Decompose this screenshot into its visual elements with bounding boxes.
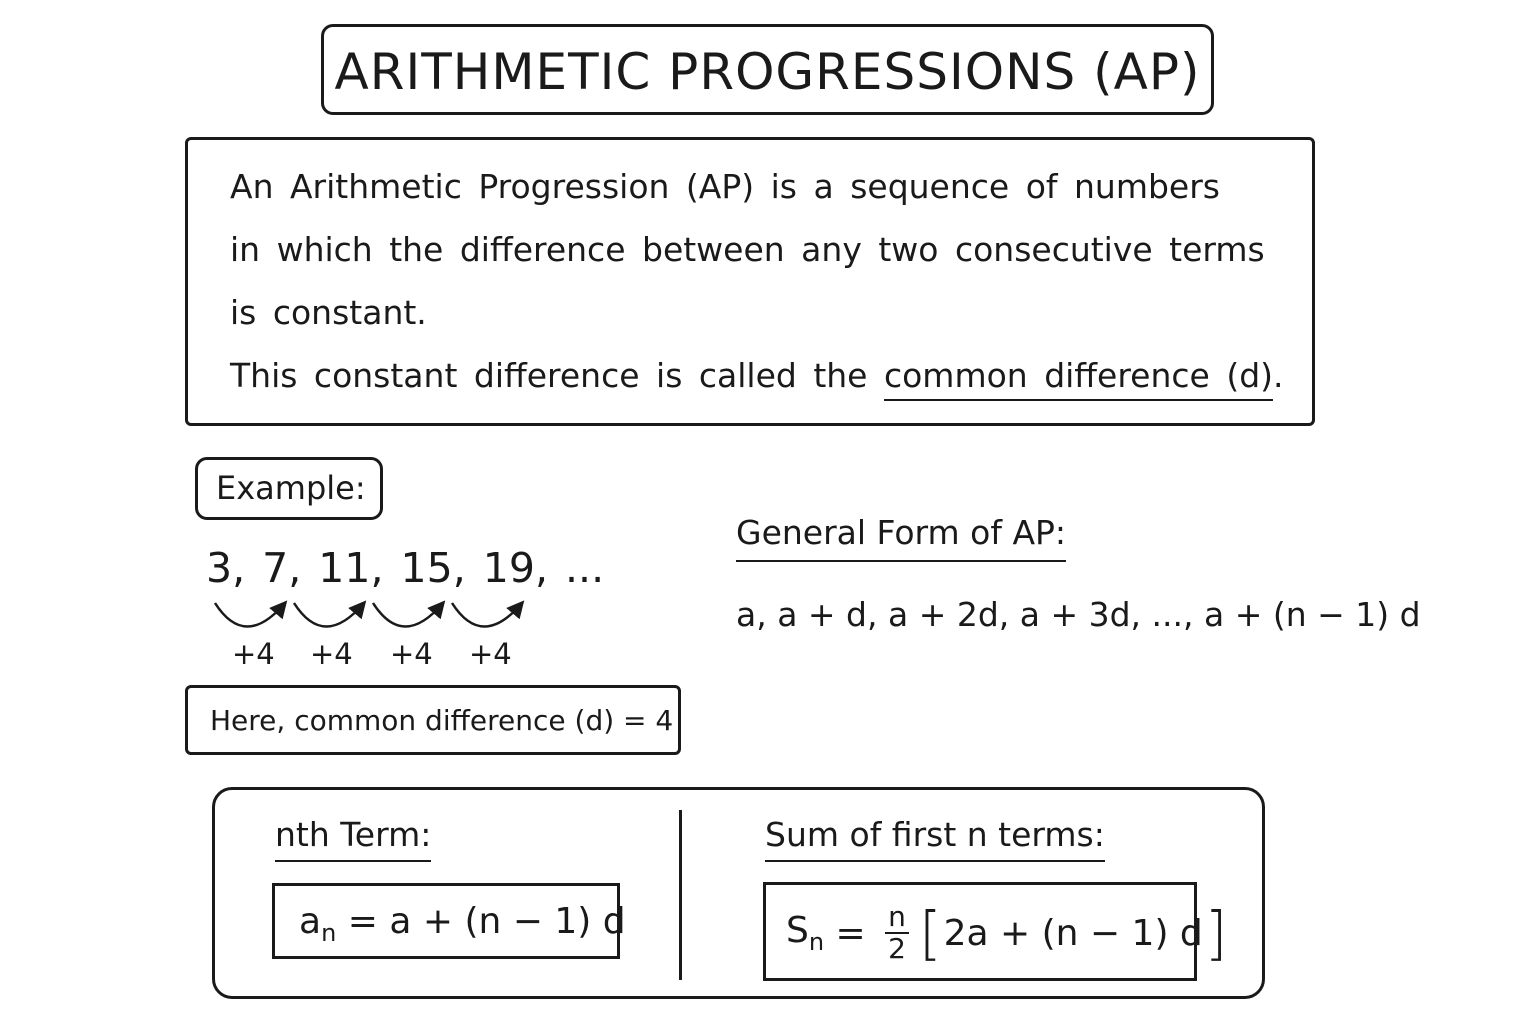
arrow-2 xyxy=(294,603,364,627)
sum-formula xyxy=(786,901,1229,965)
definition-line-4-suffix: . xyxy=(1273,356,1284,395)
example-label: Example: xyxy=(216,469,366,507)
fraction-numerator: n xyxy=(885,902,909,934)
formula-divider xyxy=(679,810,682,980)
sum-fraction xyxy=(885,902,909,964)
arrow-1 xyxy=(215,603,285,627)
example-sequence: 3, 7, 11, 15, 19, ... xyxy=(206,544,605,592)
definition-line-4 xyxy=(230,356,1284,396)
definition-line-4-prefix: This constant difference is called the xyxy=(230,356,884,395)
fraction-denominator: 2 xyxy=(888,932,906,965)
step-label: +4 xyxy=(469,637,512,671)
definition-line-2: in which the difference between any two consecutive terms xyxy=(230,230,1265,269)
open-bracket: [ xyxy=(918,899,942,967)
common-difference-term: common difference (d) xyxy=(884,356,1273,401)
sum-formula-box xyxy=(763,882,1228,981)
arrow-3 xyxy=(373,603,443,627)
nth-term-lhs: a xyxy=(299,901,322,942)
close-bracket: ] xyxy=(1204,899,1228,967)
nth-term-formula-box xyxy=(272,883,626,959)
common-difference-note-box xyxy=(185,685,681,755)
nth-term-rhs: = a + (n − 1) d xyxy=(336,901,626,942)
sum-subscript: n xyxy=(808,928,825,956)
sum-heading: Sum of first n terms: xyxy=(765,814,1105,862)
common-difference-note: Here, common difference (d) = 4 xyxy=(210,704,674,737)
sum-lhs-base: S xyxy=(786,910,809,951)
definition-line-1: An Arithmetic Progression (AP) is a sequence of numbers xyxy=(230,167,1220,206)
nth-term-heading: nth Term: xyxy=(275,814,431,862)
title-box xyxy=(321,24,1214,115)
definition-box xyxy=(185,137,1315,426)
definition-line-3: is constant. xyxy=(230,293,427,332)
general-form-heading: General Form of AP: xyxy=(736,512,1066,562)
arrow-4 xyxy=(452,603,522,627)
sum-inner-expression: 2a + (n − 1) d xyxy=(943,912,1203,954)
sum-equals: = xyxy=(824,912,878,954)
nth-term-subscript: n xyxy=(321,919,337,947)
example-label-box xyxy=(195,457,383,520)
page-title: ARITHMETIC PROGRESSIONS (AP) xyxy=(334,43,1201,101)
step-label: +4 xyxy=(310,637,353,671)
sum-lhs xyxy=(786,910,824,956)
step-label: +4 xyxy=(390,637,433,671)
general-form-formula: a, a + d, a + 2d, a + 3d, ..., a + (n − 1) d xyxy=(736,595,1421,634)
step-label: +4 xyxy=(232,637,275,671)
nth-term-formula xyxy=(299,900,626,955)
